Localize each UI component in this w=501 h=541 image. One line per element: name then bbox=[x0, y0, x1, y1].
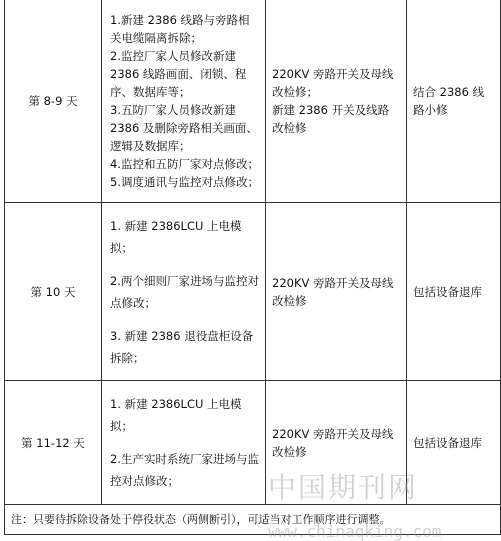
watermark-url: www.chinaqking.com bbox=[268, 522, 442, 541]
schedule-table bbox=[4, 0, 501, 535]
work-items-cell bbox=[102, 381, 266, 505]
remark-cell: 结合 2386 线路小修 bbox=[407, 0, 501, 203]
remark-cell: 包括设备退库 bbox=[407, 381, 501, 505]
work-items-cell bbox=[102, 0, 266, 203]
footnote-text: 注：只要待拆除设备处于停役状态（两侧断引），可适当对工作顺序进行调整。 bbox=[5, 505, 501, 535]
work-item: 2.监控厂家人员修改新建 2386 线路画面、闭锁、程序、数据库等； bbox=[110, 48, 247, 99]
day-cell: 第 8-9 天 bbox=[5, 0, 102, 203]
work-item: 1. 新建 2386LCU 上电模拟； bbox=[110, 397, 242, 433]
day-cell: 第 10 天 bbox=[5, 203, 102, 381]
work-items-cell bbox=[102, 203, 266, 381]
watermark-logo: 中国期刊网 bbox=[268, 471, 419, 504]
schedule-row bbox=[5, 203, 501, 381]
work-item: 5.调度通讯与监控对点修改； bbox=[110, 174, 259, 189]
work-item: 4.监控和五防厂家对点修改； bbox=[110, 156, 259, 171]
outage-task-line: 新建 2386 开关及线路改检修 bbox=[272, 102, 390, 135]
outage-task-cell bbox=[266, 381, 407, 505]
work-item: 1.新建 2386 线路与旁路相关电缆隔离拆除； bbox=[110, 12, 250, 45]
outage-task-line: 220KV 旁路开关及母线改检修 bbox=[272, 275, 394, 308]
day-cell: 第 11-12 天 bbox=[5, 381, 102, 505]
remark-cell: 包括设备退库 bbox=[407, 203, 501, 381]
outage-task-line: 220KV 旁路开关及母线改检修 bbox=[272, 426, 394, 459]
schedule-row bbox=[5, 0, 501, 203]
work-item: 1. 新建 2386LCU 上电模拟； bbox=[110, 218, 242, 255]
work-item: 3. 新建 2386 退役盘柜设备拆除； bbox=[110, 328, 254, 365]
footnote-row bbox=[5, 505, 501, 535]
outage-task-cell bbox=[266, 203, 407, 381]
outage-task-cell bbox=[266, 0, 407, 203]
outage-task-line: 220KV 旁路开关及母线改检修； bbox=[272, 66, 394, 99]
work-item: 2.两个细则厂家进场与监控对点修改； bbox=[110, 273, 259, 310]
work-item: 2.生产实时系统厂家进场与监控对点修改； bbox=[110, 452, 259, 488]
schedule-row bbox=[5, 381, 501, 505]
work-item: 3.五防厂家人员修改新建 2386 及删除旁路相关画面、逻辑及数据库； bbox=[110, 102, 258, 153]
